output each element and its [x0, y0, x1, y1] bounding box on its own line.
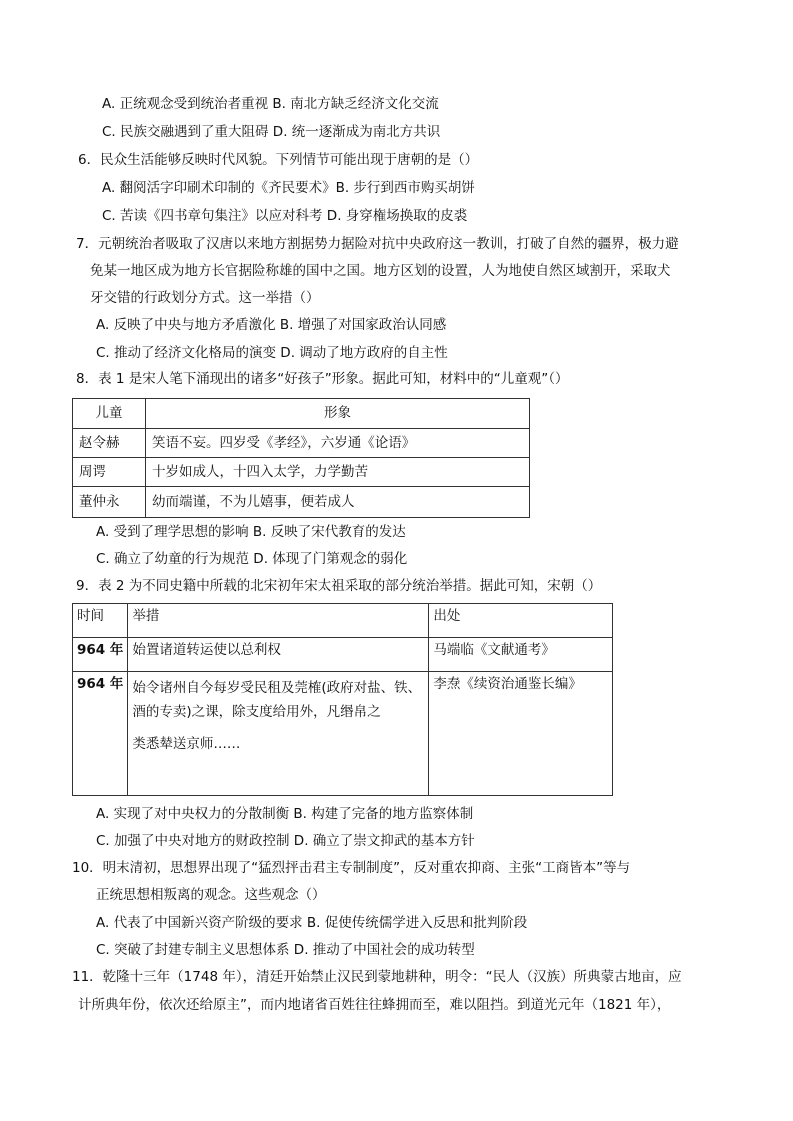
q9-row2-source: 李焘《续资治通鉴长编》	[429, 672, 613, 796]
q9-row2-measure	[128, 672, 429, 796]
q10-stem-line1: 10．明末清初，思想界出现了“猛烈抨击君主专制制度”，反对重农抑商、主张“工商皆本”等与	[72, 860, 631, 876]
q9-row2-time: 964 年	[73, 672, 128, 796]
q9-table	[72, 603, 613, 796]
q7-stem-line1: 7．元朝统治者吸取了汉唐以来地方割据势力据险对抗中央政府这一教训，打破了自然的疆界，极力避	[76, 236, 679, 252]
q10-options-line2: C. 突破了封建专制主义思想体系 D. 推动了中国社会的成功转型	[96, 942, 475, 958]
q7-options-line1: A. 反映了中央与地方矛盾激化 B. 增强了对国家政治认同感	[96, 317, 447, 333]
q9-row1-source: 马端临《文献通考》	[429, 638, 613, 672]
q5-options-line2: C. 民族交融遇到了重大阻碍 D. 统一逐渐成为南北方共识	[102, 124, 441, 140]
q9-options-line1: A. 实现了对中央权力的分散制衡 B. 构建了完备的地方监察体制	[96, 806, 474, 822]
q9-row2-measure-line2: 酒的专卖)之课，除支度给用外，凡缗帛之	[132, 704, 381, 720]
q9-options-line2: C. 加强了中央对地方的财政控制 D. 确立了崇文抑武的基本方针	[96, 833, 475, 849]
q8-header-child: 儿童	[73, 399, 146, 429]
q11-stem-line2: 计所典年份，依次还给原主”，而内地诸省百姓往往蜂拥而至，难以阻挡。到道光元年（1821 年），	[78, 997, 671, 1013]
q11-stem-line1: 11．乾隆十三年（1748 年），清廷开始禁止汉民到蒙地耕种，明令：“民人（汉族）所典蒙古地亩，应	[72, 969, 682, 985]
q9-row1-measure: 始置诸道转运使以总利权	[128, 638, 429, 672]
q8-options-line1: A. 受到了理学思想的影响 B. 反映了宋代教育的发达	[96, 524, 406, 540]
q8-row3-image: 幼而端谨，不为儿嬉事，便若成人	[146, 487, 530, 518]
q7-options-line2: C. 推动了经济文化格局的演变 D. 调动了地方政府的自主性	[96, 345, 448, 361]
q8-options-line2: C. 确立了幼童的行为规范 D. 体现了门第观念的弱化	[96, 551, 408, 567]
q6-options-line2: C. 苦读《四书章句集注》以应对科考 D. 身穿権场换取的皮裘	[102, 208, 468, 224]
q8-row3-child: 董仲永	[73, 487, 146, 518]
q9-stem: 9．表 2 为不同史籍中所载的北宋初年宋太祖采取的部分统治举措。据此可知，宋朝（）	[76, 578, 602, 594]
q10-stem-line2: 正统思想相叛离的观念。这些观念（）	[96, 887, 326, 903]
q9-header-source: 出处	[429, 604, 613, 638]
q9-row1-time: 964 年	[73, 638, 128, 672]
q8-header-image: 形象	[146, 399, 530, 429]
q8-row2-child: 周谔	[73, 458, 146, 487]
q8-row1-image: 笑语不妄。四岁受《孝经》，六岁通《论语》	[146, 429, 530, 458]
q9-row2-measure-line3: 类悉辇送京师……	[132, 736, 241, 752]
q8-table	[72, 398, 530, 518]
q6-stem: 6．民众生活能够反映时代风貌。下列情节可能出现于唐朝的是（）	[78, 152, 479, 168]
q9-header-measure: 举措	[128, 604, 429, 638]
q9-row2-measure-line1: 始令诸州自今每岁受民租及莞榷(政府对盐、铁、	[132, 680, 422, 696]
q7-stem-line2: 免某一地区成为地方长官据险称雄的国中之国。地方区划的设置，人为地使自然区域割开，采取犬	[90, 263, 671, 279]
q8-row1-child: 赵令赫	[73, 429, 146, 458]
q9-header-time: 时间	[73, 604, 128, 638]
q7-stem-line3: 牙交错的行政划分方式。这一举措（）	[90, 290, 320, 306]
q8-stem: 8．表 1 是宋人笔下涌现出的诸多“好孩子”形象。据此可知，材料中的“儿童观”（）	[76, 371, 569, 387]
q8-row2-image: 十岁如成人，十四入太学，力学勤苦	[146, 458, 530, 487]
q6-options-line1: A. 翻阅活字印刷术印制的《齐民要术》B. 步行到西市购买胡饼	[102, 180, 475, 196]
q5-options-line1: A. 正统观念受到统治者重视 B. 南北方缺乏经济文化交流	[102, 96, 439, 112]
q10-options-line1: A. 代表了中国新兴资产阶级的要求 B. 促使传统儒学进入反思和批判阶段	[96, 915, 528, 931]
